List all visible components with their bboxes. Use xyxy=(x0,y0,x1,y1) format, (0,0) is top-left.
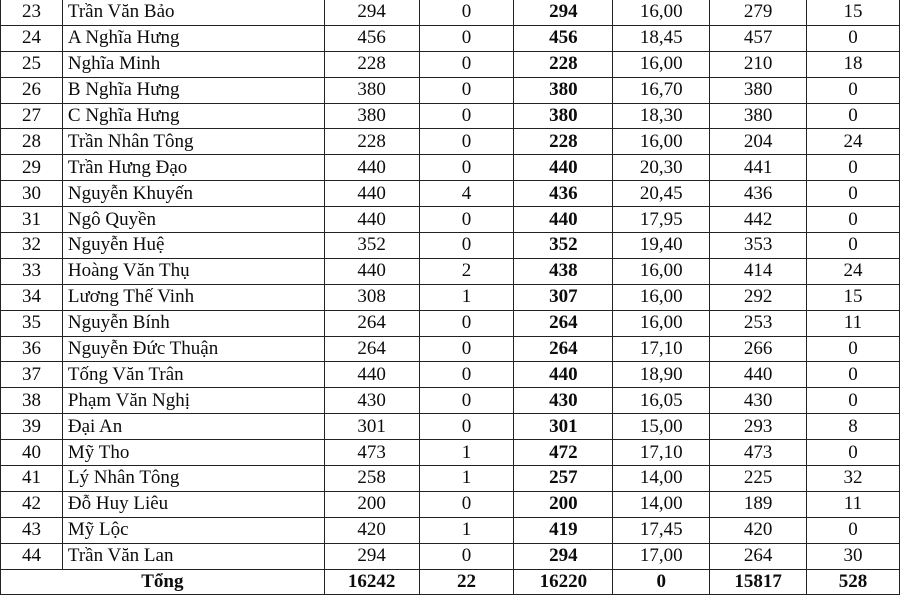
remaining-count-cell: 15 xyxy=(807,284,900,310)
admitted-count-cell: 436 xyxy=(710,181,807,207)
taken-count-cell: 440 xyxy=(514,207,613,233)
taken-count-cell: 228 xyxy=(514,129,613,155)
registered-count-cell: 380 xyxy=(324,103,419,129)
remaining-count-cell: 15 xyxy=(807,0,900,25)
cutoff-score-cell: 17,45 xyxy=(613,517,710,543)
remaining-count-cell: 11 xyxy=(807,491,900,517)
remaining-count-cell: 11 xyxy=(807,310,900,336)
registered-count-cell: 294 xyxy=(324,0,419,25)
school-name-cell: Nguyễn Bính xyxy=(62,310,324,336)
taken-count-cell: 294 xyxy=(514,0,613,25)
cutoff-score-cell: 15,00 xyxy=(613,414,710,440)
admitted-count-cell: 253 xyxy=(710,310,807,336)
cutoff-score-cell: 16,70 xyxy=(613,77,710,103)
taken-count-cell: 301 xyxy=(514,414,613,440)
table-row xyxy=(1,77,900,103)
taken-count-cell: 438 xyxy=(514,258,613,284)
row-index-cell: 37 xyxy=(1,362,63,388)
remaining-count-cell: 30 xyxy=(807,543,900,569)
row-index-cell: 30 xyxy=(1,181,63,207)
admitted-count-cell: 457 xyxy=(710,25,807,51)
remaining-count-cell: 0 xyxy=(807,336,900,362)
absent-count-cell: 4 xyxy=(419,181,514,207)
registered-count-cell: 264 xyxy=(324,336,419,362)
admitted-count-cell: 210 xyxy=(710,51,807,77)
registered-count-cell: 440 xyxy=(324,207,419,233)
registered-count-cell: 440 xyxy=(324,362,419,388)
admitted-count-cell: 353 xyxy=(710,233,807,259)
absent-count-cell: 0 xyxy=(419,233,514,259)
total-admitted-count-cell: 15817 xyxy=(710,569,807,595)
row-index-cell: 31 xyxy=(1,207,63,233)
registered-count-cell: 200 xyxy=(324,491,419,517)
table-row xyxy=(1,0,900,25)
table-row xyxy=(1,517,900,543)
total-cutoff-score-cell: 0 xyxy=(613,569,710,595)
row-index-cell: 34 xyxy=(1,284,63,310)
table-row xyxy=(1,543,900,569)
school-name-cell: A Nghĩa Hưng xyxy=(62,25,324,51)
absent-count-cell: 0 xyxy=(419,25,514,51)
cutoff-score-cell: 16,00 xyxy=(613,310,710,336)
school-name-cell: Trần Hưng Đạo xyxy=(62,155,324,181)
registered-count-cell: 301 xyxy=(324,414,419,440)
absent-count-cell: 0 xyxy=(419,543,514,569)
admitted-count-cell: 266 xyxy=(710,336,807,362)
school-name-cell: Lý Nhân Tông xyxy=(62,466,324,492)
cutoff-score-cell: 16,05 xyxy=(613,388,710,414)
table-row xyxy=(1,181,900,207)
admitted-count-cell: 473 xyxy=(710,440,807,466)
school-name-cell: Nguyễn Đức Thuận xyxy=(62,336,324,362)
taken-count-cell: 380 xyxy=(514,77,613,103)
absent-count-cell: 0 xyxy=(419,310,514,336)
registered-count-cell: 430 xyxy=(324,388,419,414)
school-name-cell: Đỗ Huy Liêu xyxy=(62,491,324,517)
absent-count-cell: 0 xyxy=(419,414,514,440)
cutoff-score-cell: 18,45 xyxy=(613,25,710,51)
row-index-cell: 26 xyxy=(1,77,63,103)
school-name-cell: Đại An xyxy=(62,414,324,440)
school-name-cell: Nguyễn Khuyến xyxy=(62,181,324,207)
total-remaining-count-cell: 528 xyxy=(807,569,900,595)
table-row xyxy=(1,233,900,259)
remaining-count-cell: 0 xyxy=(807,181,900,207)
registered-count-cell: 440 xyxy=(324,258,419,284)
remaining-count-cell: 24 xyxy=(807,129,900,155)
cutoff-score-cell: 14,00 xyxy=(613,491,710,517)
absent-count-cell: 1 xyxy=(419,466,514,492)
total-registered-count-cell: 16242 xyxy=(324,569,419,595)
table-row xyxy=(1,155,900,181)
total-row xyxy=(1,569,900,595)
taken-count-cell: 200 xyxy=(514,491,613,517)
table-row xyxy=(1,388,900,414)
school-name-cell: Trần Văn Bảo xyxy=(62,0,324,25)
cutoff-score-cell: 14,00 xyxy=(613,466,710,492)
row-index-cell: 32 xyxy=(1,233,63,259)
row-index-cell: 44 xyxy=(1,543,63,569)
registered-count-cell: 473 xyxy=(324,440,419,466)
cutoff-score-cell: 16,00 xyxy=(613,129,710,155)
table-body xyxy=(1,0,900,595)
registered-count-cell: 258 xyxy=(324,466,419,492)
registered-count-cell: 228 xyxy=(324,51,419,77)
row-index-cell: 39 xyxy=(1,414,63,440)
absent-count-cell: 0 xyxy=(419,103,514,129)
taken-count-cell: 380 xyxy=(514,103,613,129)
admitted-count-cell: 380 xyxy=(710,103,807,129)
absent-count-cell: 0 xyxy=(419,129,514,155)
total-label: Tổng xyxy=(1,569,325,595)
row-index-cell: 23 xyxy=(1,0,63,25)
row-index-cell: 36 xyxy=(1,336,63,362)
taken-count-cell: 352 xyxy=(514,233,613,259)
remaining-count-cell: 8 xyxy=(807,414,900,440)
school-name-cell: Tống Văn Trân xyxy=(62,362,324,388)
row-index-cell: 42 xyxy=(1,491,63,517)
registered-count-cell: 294 xyxy=(324,543,419,569)
admitted-count-cell: 189 xyxy=(710,491,807,517)
taken-count-cell: 307 xyxy=(514,284,613,310)
admitted-count-cell: 442 xyxy=(710,207,807,233)
cutoff-score-cell: 18,30 xyxy=(613,103,710,129)
table-row xyxy=(1,25,900,51)
absent-count-cell: 1 xyxy=(419,517,514,543)
cutoff-score-cell: 16,00 xyxy=(613,258,710,284)
absent-count-cell: 2 xyxy=(419,258,514,284)
school-name-cell: Phạm Văn Nghị xyxy=(62,388,324,414)
remaining-count-cell: 0 xyxy=(807,233,900,259)
row-index-cell: 28 xyxy=(1,129,63,155)
cutoff-score-cell: 17,10 xyxy=(613,336,710,362)
remaining-count-cell: 0 xyxy=(807,25,900,51)
taken-count-cell: 430 xyxy=(514,388,613,414)
admitted-count-cell: 420 xyxy=(710,517,807,543)
taken-count-cell: 440 xyxy=(514,362,613,388)
absent-count-cell: 1 xyxy=(419,284,514,310)
taken-count-cell: 436 xyxy=(514,181,613,207)
table-row xyxy=(1,103,900,129)
table-row xyxy=(1,284,900,310)
row-index-cell: 40 xyxy=(1,440,63,466)
remaining-count-cell: 0 xyxy=(807,440,900,466)
table-row xyxy=(1,414,900,440)
row-index-cell: 25 xyxy=(1,51,63,77)
absent-count-cell: 1 xyxy=(419,440,514,466)
registered-count-cell: 440 xyxy=(324,181,419,207)
cutoff-score-cell: 17,95 xyxy=(613,207,710,233)
remaining-count-cell: 24 xyxy=(807,258,900,284)
remaining-count-cell: 0 xyxy=(807,207,900,233)
school-name-cell: Nguyễn Huệ xyxy=(62,233,324,259)
table-row xyxy=(1,129,900,155)
admitted-count-cell: 430 xyxy=(710,388,807,414)
admitted-count-cell: 414 xyxy=(710,258,807,284)
school-name-cell: Mỹ Lộc xyxy=(62,517,324,543)
taken-count-cell: 419 xyxy=(514,517,613,543)
total-taken-count-cell: 16220 xyxy=(514,569,613,595)
row-index-cell: 29 xyxy=(1,155,63,181)
cutoff-score-cell: 20,30 xyxy=(613,155,710,181)
admitted-count-cell: 380 xyxy=(710,77,807,103)
admitted-count-cell: 292 xyxy=(710,284,807,310)
school-name-cell: Trần Nhân Tông xyxy=(62,129,324,155)
absent-count-cell: 0 xyxy=(419,362,514,388)
admitted-count-cell: 440 xyxy=(710,362,807,388)
registered-count-cell: 308 xyxy=(324,284,419,310)
admitted-count-cell: 204 xyxy=(710,129,807,155)
remaining-count-cell: 0 xyxy=(807,517,900,543)
admitted-count-cell: 264 xyxy=(710,543,807,569)
row-index-cell: 41 xyxy=(1,466,63,492)
row-index-cell: 43 xyxy=(1,517,63,543)
taken-count-cell: 440 xyxy=(514,155,613,181)
total-absent-count-cell: 22 xyxy=(419,569,514,595)
cutoff-score-cell: 16,00 xyxy=(613,284,710,310)
row-index-cell: 35 xyxy=(1,310,63,336)
school-name-cell: Ngô Quyền xyxy=(62,207,324,233)
taken-count-cell: 472 xyxy=(514,440,613,466)
absent-count-cell: 0 xyxy=(419,336,514,362)
cutoff-score-cell: 17,00 xyxy=(613,543,710,569)
school-name-cell: Nghĩa Minh xyxy=(62,51,324,77)
absent-count-cell: 0 xyxy=(419,77,514,103)
taken-count-cell: 228 xyxy=(514,51,613,77)
remaining-count-cell: 0 xyxy=(807,103,900,129)
school-name-cell: Hoàng Văn Thụ xyxy=(62,258,324,284)
registered-count-cell: 440 xyxy=(324,155,419,181)
table-row xyxy=(1,207,900,233)
cutoff-score-cell: 18,90 xyxy=(613,362,710,388)
cutoff-score-cell: 17,10 xyxy=(613,440,710,466)
absent-count-cell: 0 xyxy=(419,491,514,517)
absent-count-cell: 0 xyxy=(419,207,514,233)
taken-count-cell: 456 xyxy=(514,25,613,51)
taken-count-cell: 294 xyxy=(514,543,613,569)
admitted-count-cell: 225 xyxy=(710,466,807,492)
admitted-count-cell: 279 xyxy=(710,0,807,25)
remaining-count-cell: 0 xyxy=(807,155,900,181)
table-row xyxy=(1,491,900,517)
table-row xyxy=(1,336,900,362)
school-name-cell: C Nghĩa Hưng xyxy=(62,103,324,129)
remaining-count-cell: 0 xyxy=(807,77,900,103)
admitted-count-cell: 293 xyxy=(710,414,807,440)
school-name-cell: Lương Thế Vinh xyxy=(62,284,324,310)
registered-count-cell: 420 xyxy=(324,517,419,543)
cutoff-score-cell: 19,40 xyxy=(613,233,710,259)
absent-count-cell: 0 xyxy=(419,0,514,25)
absent-count-cell: 0 xyxy=(419,51,514,77)
school-name-cell: B Nghĩa Hưng xyxy=(62,77,324,103)
cutoff-score-cell: 16,00 xyxy=(613,51,710,77)
taken-count-cell: 257 xyxy=(514,466,613,492)
row-index-cell: 27 xyxy=(1,103,63,129)
table-row xyxy=(1,440,900,466)
registered-count-cell: 380 xyxy=(324,77,419,103)
table-row xyxy=(1,51,900,77)
taken-count-cell: 264 xyxy=(514,336,613,362)
registered-count-cell: 456 xyxy=(324,25,419,51)
absent-count-cell: 0 xyxy=(419,388,514,414)
cutoff-score-cell: 20,45 xyxy=(613,181,710,207)
registered-count-cell: 352 xyxy=(324,233,419,259)
table-row xyxy=(1,258,900,284)
remaining-count-cell: 18 xyxy=(807,51,900,77)
remaining-count-cell: 0 xyxy=(807,362,900,388)
remaining-count-cell: 0 xyxy=(807,388,900,414)
school-name-cell: Trần Văn Lan xyxy=(62,543,324,569)
admitted-count-cell: 441 xyxy=(710,155,807,181)
school-name-cell: Mỹ Tho xyxy=(62,440,324,466)
table-row xyxy=(1,310,900,336)
cutoff-score-cell: 16,00 xyxy=(613,0,710,25)
remaining-count-cell: 32 xyxy=(807,466,900,492)
registered-count-cell: 228 xyxy=(324,129,419,155)
row-index-cell: 24 xyxy=(1,25,63,51)
absent-count-cell: 0 xyxy=(419,155,514,181)
row-index-cell: 33 xyxy=(1,258,63,284)
taken-count-cell: 264 xyxy=(514,310,613,336)
registered-count-cell: 264 xyxy=(324,310,419,336)
row-index-cell: 38 xyxy=(1,388,63,414)
table-row xyxy=(1,362,900,388)
table-row xyxy=(1,466,900,492)
